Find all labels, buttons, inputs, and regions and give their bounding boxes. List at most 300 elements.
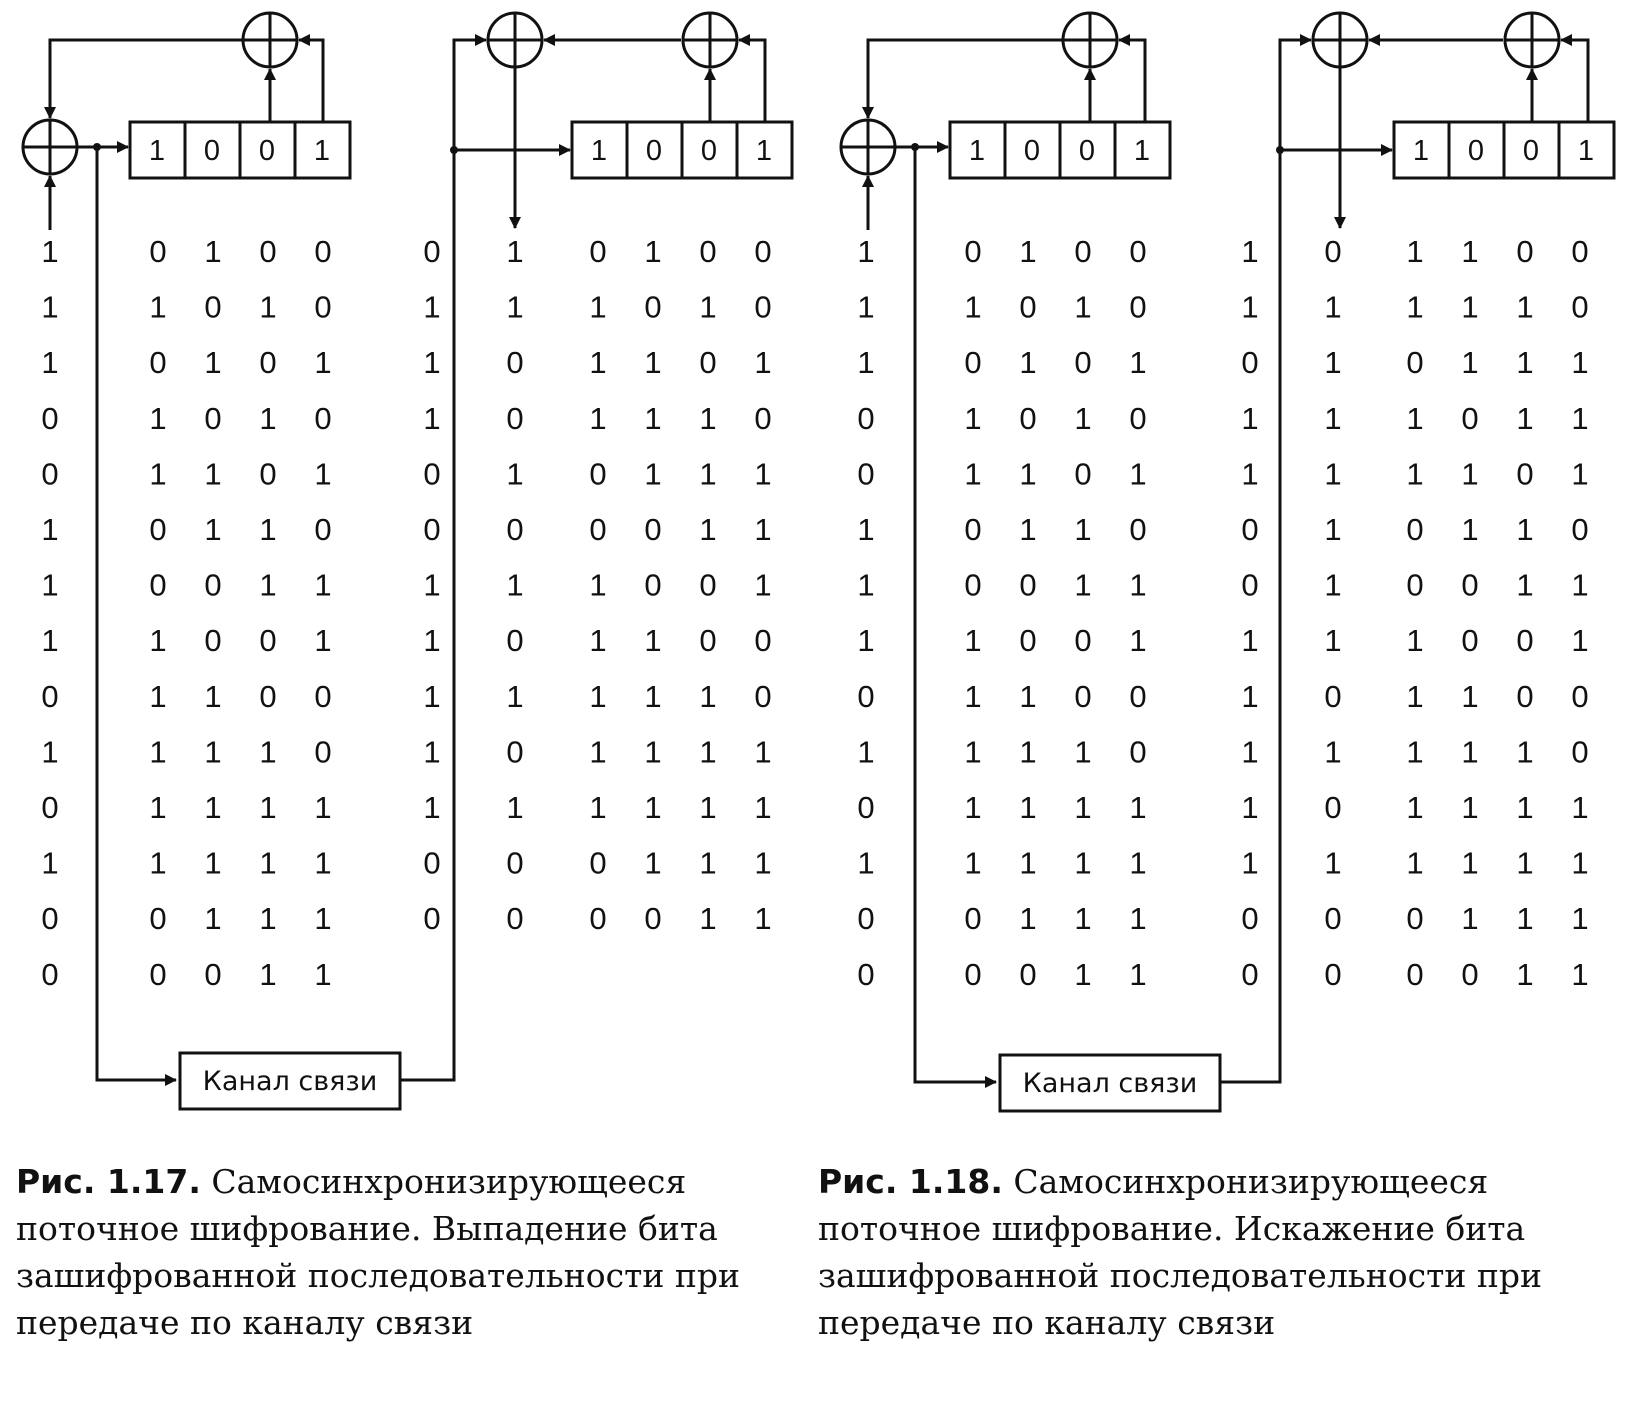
bit-cell: 0 bbox=[1406, 512, 1424, 547]
bit-cell: 1 bbox=[964, 678, 982, 714]
bit-cell: 1 bbox=[644, 623, 662, 659]
bit-cell: 0 bbox=[1129, 234, 1147, 269]
bit-cell: 0 bbox=[1019, 623, 1037, 659]
bit-cell: 0 bbox=[754, 234, 772, 269]
bit-cell: 1 bbox=[259, 734, 277, 770]
bit-cell: 0 bbox=[506, 512, 524, 547]
bit-cell: 0 bbox=[1019, 400, 1037, 436]
bit-cell: 1 bbox=[1461, 289, 1479, 325]
caption-1-17 bbox=[16, 1158, 776, 1346]
bit-cell: 1 bbox=[1571, 345, 1589, 381]
bit-cell: 1 bbox=[857, 512, 875, 547]
bit-cell: 1 bbox=[589, 289, 607, 325]
bit-cell: 1 bbox=[41, 567, 59, 603]
bit-cell: 0 bbox=[1324, 790, 1342, 825]
bit-cell: 1 bbox=[1019, 790, 1037, 825]
bit-cell: 1 bbox=[204, 734, 222, 770]
bit-cell: 0 bbox=[699, 567, 717, 603]
bit-cell: 1 bbox=[964, 734, 982, 770]
bit-cell: 0 bbox=[1461, 567, 1479, 603]
bit-cell: 1 bbox=[149, 623, 167, 659]
bit-cell: 0 bbox=[41, 400, 59, 436]
bit-cell: 1 bbox=[1406, 845, 1424, 881]
bit-cell: 0 bbox=[857, 956, 875, 992]
bit-cell: 1 bbox=[1324, 345, 1342, 381]
bit-cell: 1 bbox=[204, 456, 222, 492]
bit-cell: 1 bbox=[149, 845, 167, 881]
caption-line: передаче по каналу связи bbox=[16, 1303, 474, 1342]
bit-cell: 1 bbox=[1516, 289, 1534, 325]
bit-cell: 1 bbox=[506, 456, 524, 492]
figure-1-18 bbox=[841, 13, 1614, 1111]
bit-cell: 1 bbox=[1571, 901, 1589, 937]
bit-cell: 0 bbox=[1406, 567, 1424, 603]
bit-cell: 0 bbox=[149, 234, 167, 269]
bit-cell: 0 bbox=[259, 623, 277, 659]
bit-cell: 1 bbox=[1129, 567, 1147, 603]
bit-cell: 1 bbox=[1406, 289, 1424, 325]
bit-cell: 0 bbox=[204, 623, 222, 659]
bit-cell: 0 bbox=[1516, 456, 1534, 492]
bit-cell: 0 bbox=[1516, 234, 1534, 269]
bit-cell: 0 bbox=[423, 901, 441, 937]
bit-cell: 0 bbox=[41, 956, 59, 992]
bit-cell: 1 bbox=[1074, 567, 1092, 603]
bit-cell: 0 bbox=[41, 678, 59, 714]
bit-cell: 1 bbox=[1074, 790, 1092, 825]
bit-cell: 0 bbox=[1571, 734, 1589, 770]
bit-cell: 1 bbox=[1571, 790, 1589, 825]
bit-cell: 0 bbox=[1516, 678, 1534, 714]
caption-number: Рис. 1.17. bbox=[16, 1162, 201, 1201]
bit-cell: 0 bbox=[1461, 400, 1479, 436]
bit-cell: 1 bbox=[1129, 345, 1147, 381]
bit-cell: 0 bbox=[259, 678, 277, 714]
decrypt-register-bit: 0 bbox=[1467, 135, 1485, 167]
channel-label: Канал связи bbox=[202, 1066, 378, 1097]
bit-cell: 0 bbox=[314, 289, 332, 325]
bit-cell: 0 bbox=[1129, 400, 1147, 436]
bit-cell: 0 bbox=[964, 567, 982, 603]
bit-cell: 1 bbox=[423, 567, 441, 603]
bit-cell: 0 bbox=[259, 234, 277, 269]
bit-cell: 1 bbox=[589, 790, 607, 825]
caption-1-18 bbox=[818, 1158, 1578, 1346]
encrypt-register-bit: 0 bbox=[1078, 135, 1096, 167]
bit-cell: 1 bbox=[754, 567, 772, 603]
bit-cell: 1 bbox=[754, 790, 772, 825]
decrypt-register-bit: 0 bbox=[700, 135, 718, 167]
bit-cell: 0 bbox=[506, 400, 524, 436]
bit-cell: 1 bbox=[204, 678, 222, 714]
bit-cell: 1 bbox=[1324, 845, 1342, 881]
bit-cell: 1 bbox=[314, 956, 332, 992]
bit-cell: 0 bbox=[857, 901, 875, 937]
bit-cell: 0 bbox=[1129, 289, 1147, 325]
decrypt-register-bit: 1 bbox=[590, 135, 608, 167]
bit-cell: 1 bbox=[204, 345, 222, 381]
bit-cell: 1 bbox=[754, 512, 772, 547]
bit-cell: 1 bbox=[423, 678, 441, 714]
bit-cell: 1 bbox=[259, 901, 277, 937]
bit-cell: 1 bbox=[589, 345, 607, 381]
bit-cell: 1 bbox=[1516, 734, 1534, 770]
decryptor-1 bbox=[450, 13, 792, 228]
bit-cell: 1 bbox=[314, 901, 332, 937]
bit-cell: 1 bbox=[699, 790, 717, 825]
bit-cell: 0 bbox=[423, 845, 441, 881]
bit-cell: 0 bbox=[857, 456, 875, 492]
bit-cell: 1 bbox=[754, 901, 772, 937]
encrypt-register-bit: 0 bbox=[258, 135, 276, 167]
bit-cell: 0 bbox=[589, 456, 607, 492]
bit-cell: 1 bbox=[1324, 734, 1342, 770]
bit-cell: 0 bbox=[1129, 678, 1147, 714]
bit-cell: 0 bbox=[644, 512, 662, 547]
bit-cell: 0 bbox=[1241, 512, 1259, 547]
bit-cell: 1 bbox=[41, 845, 59, 881]
bit-cell: 1 bbox=[149, 734, 167, 770]
bit-cell: 1 bbox=[1129, 901, 1147, 937]
bit-cell: 1 bbox=[644, 400, 662, 436]
bit-cell: 1 bbox=[1324, 567, 1342, 603]
bit-cell: 1 bbox=[1241, 678, 1259, 714]
bit-cell: 1 bbox=[259, 400, 277, 436]
bit-cell: 0 bbox=[149, 512, 167, 547]
bit-cell: 1 bbox=[41, 623, 59, 659]
bit-cell: 0 bbox=[699, 623, 717, 659]
bit-cell: 1 bbox=[1241, 234, 1259, 269]
bit-cell: 0 bbox=[1516, 623, 1534, 659]
bit-cell: 1 bbox=[41, 345, 59, 381]
bit-cell: 1 bbox=[506, 289, 524, 325]
bit-cell: 0 bbox=[259, 456, 277, 492]
bit-cell: 1 bbox=[506, 678, 524, 714]
bit-cell: 1 bbox=[1461, 734, 1479, 770]
bit-cell: 1 bbox=[1074, 845, 1092, 881]
bit-cell: 1 bbox=[41, 734, 59, 770]
encrypt-register-bit: 1 bbox=[1133, 135, 1151, 167]
bit-cell: 1 bbox=[964, 623, 982, 659]
bit-cell: 1 bbox=[1129, 456, 1147, 492]
bit-cell: 1 bbox=[259, 567, 277, 603]
bit-cell: 1 bbox=[1129, 845, 1147, 881]
bit-cell: 1 bbox=[259, 956, 277, 992]
bit-cell: 0 bbox=[423, 234, 441, 269]
bit-cell: 1 bbox=[423, 400, 441, 436]
bit-cell: 0 bbox=[1324, 956, 1342, 992]
bit-cell: 0 bbox=[1074, 678, 1092, 714]
bit-cell: 0 bbox=[589, 512, 607, 547]
bit-cell: 1 bbox=[1406, 400, 1424, 436]
bit-cell: 1 bbox=[699, 400, 717, 436]
bit-cell: 1 bbox=[1461, 345, 1479, 381]
bit-cell: 1 bbox=[699, 678, 717, 714]
bit-cell: 0 bbox=[259, 345, 277, 381]
bit-cell: 1 bbox=[1571, 400, 1589, 436]
bit-cell: 1 bbox=[1406, 623, 1424, 659]
bit-cell: 1 bbox=[1461, 790, 1479, 825]
bit-cell: 1 bbox=[314, 845, 332, 881]
caption-line: зашифрованной последовательности при bbox=[16, 1256, 740, 1295]
channel-label: Канал связи bbox=[1022, 1068, 1198, 1099]
bit-cell: 0 bbox=[964, 345, 982, 381]
bit-cell: 1 bbox=[149, 790, 167, 825]
bit-cell: 0 bbox=[699, 345, 717, 381]
caption-line: Самосинхронизирующееся bbox=[1013, 1162, 1489, 1201]
bit-cell: 0 bbox=[1571, 234, 1589, 269]
bit-cell: 1 bbox=[423, 623, 441, 659]
bit-cell: 1 bbox=[423, 734, 441, 770]
encrypt-register-bit: 0 bbox=[1023, 135, 1041, 167]
bit-cell: 1 bbox=[1019, 345, 1037, 381]
bit-cell: 1 bbox=[1324, 623, 1342, 659]
bit-cell: 1 bbox=[857, 845, 875, 881]
bit-cell: 1 bbox=[1019, 678, 1037, 714]
bit-cell: 1 bbox=[1019, 456, 1037, 492]
bit-cell: 1 bbox=[1516, 901, 1534, 937]
bit-cell: 1 bbox=[1516, 790, 1534, 825]
bit-cell: 0 bbox=[506, 345, 524, 381]
bit-cell: 0 bbox=[699, 234, 717, 269]
bit-cell: 1 bbox=[857, 623, 875, 659]
bit-cell: 1 bbox=[149, 289, 167, 325]
bit-cell: 1 bbox=[964, 456, 982, 492]
bit-cell: 1 bbox=[644, 345, 662, 381]
bit-cell: 1 bbox=[1516, 400, 1534, 436]
bit-cell: 1 bbox=[204, 512, 222, 547]
bit-cell: 0 bbox=[589, 234, 607, 269]
bit-cell: 1 bbox=[259, 845, 277, 881]
bit-cell: 0 bbox=[149, 956, 167, 992]
bit-cell: 1 bbox=[699, 845, 717, 881]
bit-cell: 1 bbox=[149, 456, 167, 492]
bit-cell: 1 bbox=[1129, 790, 1147, 825]
bit-cell: 1 bbox=[644, 790, 662, 825]
decrypt-register-bit: 1 bbox=[755, 135, 773, 167]
decryptor-2 bbox=[1276, 13, 1614, 228]
bit-cell: 1 bbox=[314, 623, 332, 659]
bit-cell: 1 bbox=[506, 234, 524, 269]
bit-cell: 1 bbox=[964, 400, 982, 436]
bit-cell: 1 bbox=[1074, 901, 1092, 937]
bit-cell: 1 bbox=[1571, 456, 1589, 492]
bit-cell: 0 bbox=[1074, 456, 1092, 492]
bit-cell: 0 bbox=[1241, 345, 1259, 381]
bit-cell: 0 bbox=[964, 956, 982, 992]
bit-cell: 0 bbox=[754, 678, 772, 714]
bit-cell: 1 bbox=[644, 678, 662, 714]
bit-cell: 0 bbox=[506, 845, 524, 881]
bit-cell: 1 bbox=[1516, 956, 1534, 992]
bit-cell: 0 bbox=[41, 456, 59, 492]
bit-cell: 1 bbox=[1406, 678, 1424, 714]
bit-cell: 1 bbox=[259, 512, 277, 547]
bit-cell: 0 bbox=[314, 400, 332, 436]
bit-cell: 1 bbox=[754, 734, 772, 770]
bit-cell: 1 bbox=[314, 456, 332, 492]
bit-cell: 1 bbox=[644, 845, 662, 881]
bit-tables bbox=[41, 135, 1594, 1099]
bit-cell: 1 bbox=[1019, 234, 1037, 269]
bit-cell: 1 bbox=[1571, 567, 1589, 603]
decrypt-register-bit: 1 bbox=[1577, 135, 1595, 167]
bit-cell: 0 bbox=[506, 901, 524, 937]
bit-cell: 0 bbox=[149, 901, 167, 937]
bit-cell: 1 bbox=[1324, 289, 1342, 325]
bit-cell: 1 bbox=[149, 678, 167, 714]
bit-cell: 1 bbox=[1571, 956, 1589, 992]
bit-cell: 1 bbox=[699, 456, 717, 492]
decrypt-register-bit: 0 bbox=[645, 135, 663, 167]
bit-cell: 1 bbox=[699, 512, 717, 547]
bit-cell: 0 bbox=[506, 623, 524, 659]
bit-cell: 0 bbox=[506, 734, 524, 770]
bit-cell: 1 bbox=[204, 234, 222, 269]
encrypt-register-bit: 1 bbox=[313, 135, 331, 167]
bit-cell: 1 bbox=[1324, 512, 1342, 547]
decrypt-register-bit: 0 bbox=[1522, 135, 1540, 167]
bit-cell: 1 bbox=[1074, 956, 1092, 992]
bit-cell: 1 bbox=[754, 345, 772, 381]
bit-cell: 0 bbox=[857, 400, 875, 436]
bit-cell: 1 bbox=[1461, 512, 1479, 547]
encrypt-register-bit: 1 bbox=[968, 135, 986, 167]
bit-cell: 1 bbox=[589, 567, 607, 603]
bit-cell: 0 bbox=[423, 512, 441, 547]
bit-cell: 0 bbox=[857, 678, 875, 714]
caption-line: передаче по каналу связи bbox=[818, 1303, 1276, 1342]
bit-cell: 0 bbox=[204, 956, 222, 992]
bit-cell: 0 bbox=[1406, 901, 1424, 937]
bit-cell: 1 bbox=[1406, 234, 1424, 269]
bit-cell: 1 bbox=[964, 790, 982, 825]
bit-cell: 1 bbox=[699, 901, 717, 937]
bit-cell: 0 bbox=[1571, 512, 1589, 547]
bit-cell: 1 bbox=[699, 289, 717, 325]
bit-cell: 1 bbox=[1241, 400, 1259, 436]
bit-cell: 1 bbox=[1324, 456, 1342, 492]
bit-cell: 0 bbox=[1406, 345, 1424, 381]
bit-cell: 1 bbox=[1019, 845, 1037, 881]
bit-cell: 1 bbox=[754, 456, 772, 492]
caption-line: поточное шифрование. Искажение бита bbox=[818, 1209, 1526, 1248]
bit-cell: 0 bbox=[1129, 512, 1147, 547]
bit-cell: 0 bbox=[1241, 956, 1259, 992]
bit-cell: 0 bbox=[857, 790, 875, 825]
bit-cell: 1 bbox=[1074, 400, 1092, 436]
bit-cell: 1 bbox=[1406, 456, 1424, 492]
bit-cell: 1 bbox=[1241, 289, 1259, 325]
bit-cell: 1 bbox=[1516, 345, 1534, 381]
bit-cell: 0 bbox=[1019, 567, 1037, 603]
bit-cell: 0 bbox=[589, 901, 607, 937]
bit-cell: 1 bbox=[589, 678, 607, 714]
bit-cell: 1 bbox=[423, 790, 441, 825]
bit-cell: 1 bbox=[1516, 845, 1534, 881]
bit-cell: 1 bbox=[1074, 289, 1092, 325]
bit-cell: 0 bbox=[1129, 734, 1147, 770]
figure-1-17 bbox=[23, 13, 792, 1109]
bit-cell: 0 bbox=[1324, 234, 1342, 269]
encrypt-register-bit: 0 bbox=[203, 135, 221, 167]
encryptor-2 bbox=[841, 13, 1280, 1111]
bit-cell: 1 bbox=[1461, 845, 1479, 881]
bit-cell: 1 bbox=[1019, 512, 1037, 547]
bit-cell: 1 bbox=[1241, 845, 1259, 881]
bit-cell: 1 bbox=[423, 345, 441, 381]
bit-cell: 1 bbox=[1241, 456, 1259, 492]
bit-cell: 0 bbox=[1461, 956, 1479, 992]
bit-cell: 1 bbox=[589, 400, 607, 436]
bit-cell: 1 bbox=[857, 734, 875, 770]
bit-cell: 1 bbox=[1571, 623, 1589, 659]
caption-number: Рис. 1.18. bbox=[818, 1162, 1003, 1201]
bit-cell: 0 bbox=[204, 567, 222, 603]
bit-cell: 1 bbox=[506, 790, 524, 825]
bit-cell: 0 bbox=[314, 512, 332, 547]
bit-cell: 0 bbox=[1074, 623, 1092, 659]
bit-cell: 0 bbox=[204, 289, 222, 325]
bit-cell: 0 bbox=[41, 901, 59, 937]
bit-cell: 0 bbox=[964, 234, 982, 269]
bit-cell: 0 bbox=[149, 345, 167, 381]
bit-cell: 1 bbox=[964, 289, 982, 325]
bit-cell: 1 bbox=[857, 289, 875, 325]
caption-line: зашифрованной последовательности при bbox=[818, 1256, 1542, 1295]
bit-cell: 1 bbox=[964, 845, 982, 881]
bit-cell: 0 bbox=[754, 289, 772, 325]
bit-cell: 0 bbox=[1074, 345, 1092, 381]
bit-cell: 1 bbox=[506, 567, 524, 603]
bit-cell: 0 bbox=[754, 623, 772, 659]
bit-cell: 0 bbox=[1324, 678, 1342, 714]
bit-cell: 1 bbox=[204, 845, 222, 881]
bit-cell: 1 bbox=[1406, 790, 1424, 825]
bit-cell: 1 bbox=[41, 512, 59, 547]
bit-cell: 1 bbox=[1241, 623, 1259, 659]
bit-cell: 0 bbox=[1241, 901, 1259, 937]
bit-cell: 1 bbox=[1461, 678, 1479, 714]
bit-cell: 0 bbox=[1019, 289, 1037, 325]
bit-cell: 1 bbox=[1074, 512, 1092, 547]
bit-cell: 0 bbox=[964, 512, 982, 547]
bit-cell: 1 bbox=[589, 623, 607, 659]
bit-cell: 0 bbox=[964, 901, 982, 937]
bit-cell: 1 bbox=[644, 456, 662, 492]
bit-cell: 1 bbox=[1241, 790, 1259, 825]
bit-cell: 1 bbox=[1129, 623, 1147, 659]
bit-cell: 1 bbox=[699, 734, 717, 770]
bit-cell: 1 bbox=[204, 901, 222, 937]
bit-cell: 0 bbox=[423, 456, 441, 492]
bit-cell: 1 bbox=[644, 234, 662, 269]
bit-cell: 1 bbox=[41, 289, 59, 325]
bit-cell: 1 bbox=[1461, 456, 1479, 492]
bit-cell: 0 bbox=[589, 845, 607, 881]
bit-cell: 1 bbox=[1019, 901, 1037, 937]
bit-cell: 0 bbox=[644, 289, 662, 325]
bit-cell: 0 bbox=[204, 400, 222, 436]
bit-cell: 1 bbox=[259, 289, 277, 325]
bit-cell: 1 bbox=[259, 790, 277, 825]
bit-cell: 1 bbox=[857, 345, 875, 381]
bit-cell: 1 bbox=[314, 345, 332, 381]
bit-cell: 0 bbox=[644, 567, 662, 603]
caption-line: поточное шифрование. Выпадение бита bbox=[16, 1209, 718, 1248]
bit-cell: 1 bbox=[1324, 400, 1342, 436]
bit-cell: 1 bbox=[1571, 845, 1589, 881]
